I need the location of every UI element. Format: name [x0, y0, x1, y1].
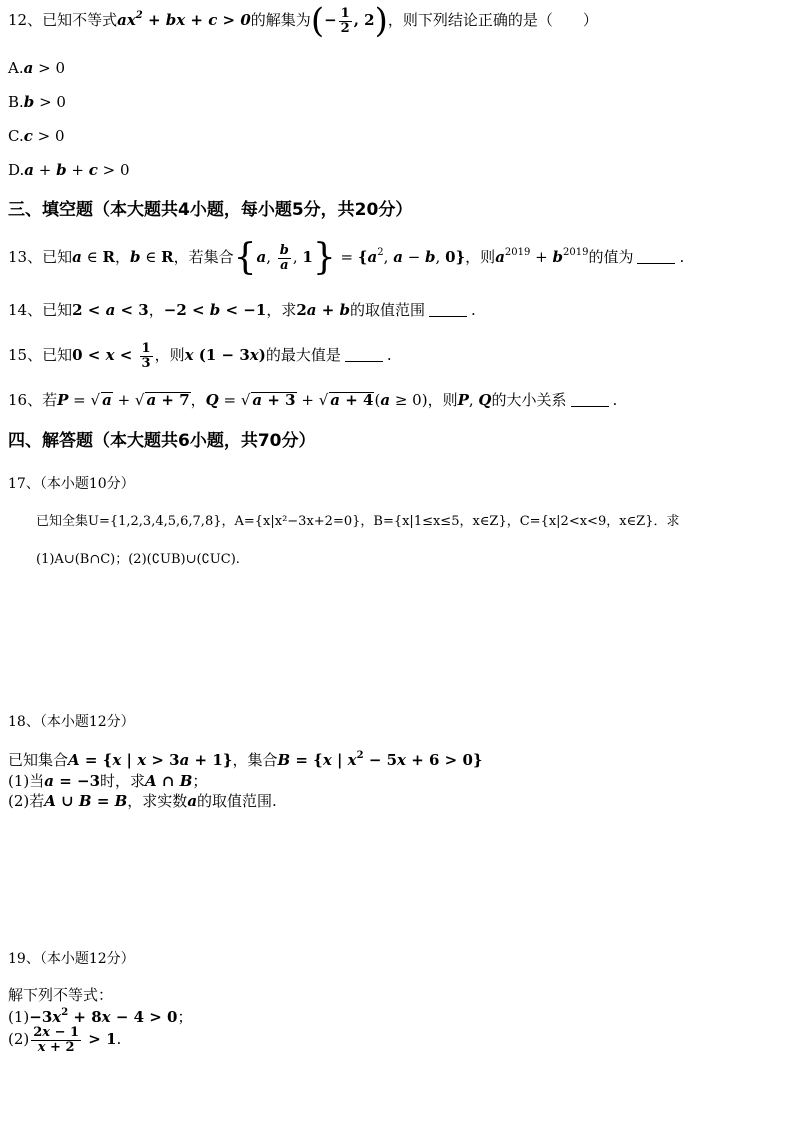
question-14: 14、已知2 < a < 3，−2 < b < −1，求2a + b的取值范围 . [8, 301, 476, 319]
question-19-intro: 解下列不等式： [8, 986, 114, 1004]
question-17-line2: (1)A∪(B∩C)；(2)(∁UB)∪(∁UC). [36, 552, 240, 567]
answer-blank[interactable] [429, 316, 467, 317]
question-19-header: 19、（本小题12分） [8, 951, 135, 967]
question-18-header: 18、（本小题12分） [8, 714, 135, 730]
question-17-header: 17、（本小题10分） [8, 476, 135, 492]
option-b[interactable]: B.b > 0 [8, 93, 66, 111]
math-fraction: $\frac{1}{2}$ [340, 5, 350, 36]
question-19-part2: (2) $\frac{2x - 1}{x + 2}$ > 1. [8, 1025, 122, 1055]
answer-blank[interactable] [571, 406, 609, 407]
question-16: 16、若P = √ a + √ a + 7，Q = √ a + 3 + √ a + 4(a ≥ 0)，则P, Q的大小关系 . [8, 391, 618, 409]
option-d[interactable]: D.a + b + c > 0 [8, 161, 130, 179]
question-18-part1: (1)当a = −3时，求A ∩ B； [8, 772, 208, 790]
section-title-fill-in: 三、填空题（本大题共4小题，每小题5分，共20分） [8, 200, 413, 220]
answer-blank[interactable] [345, 361, 383, 362]
option-c[interactable]: C.c > 0 [8, 127, 65, 145]
math-inequality: $ax^2$ + bx + c > 0 [117, 10, 251, 29]
question-18-part2: (2)若A ∪ B = B，求实数a的取值范围. [8, 792, 277, 810]
question-number: 12、 [8, 11, 43, 29]
question-18-body: 已知集合A = {x | x > 3a + 1}，集合B = {x | $x^2 - 5x + 6 > 0$} [8, 750, 483, 769]
section-title-solutions: 四、解答题（本大题共6小题，共70分） [8, 431, 316, 451]
question-19-part1: $(1)-3x^2 + 8x - 4 > 0$； [8, 1007, 193, 1026]
question-12: 12、已知不等式$ax^2$ + bx + c > 0的解集为(− $\frac{1}{2}$ , 2)，则下列结论正确的是（ ） [8, 1, 598, 41]
question-13: 13、已知a ∈ R，b ∈ R，若集合{a, $\frac{b}{a}$ , $1\} = \{a^2$, a − b, 0}，则$a^{2019} + b^{2019}$的值为 . [8, 237, 685, 278]
answer-blank[interactable] [637, 263, 675, 264]
question-17-line1: 已知全集U={1,2,3,4,5,6,7,8}，A={x|x²−3x+2=0}，B={x|1≤x≤5，x∈Z}，C={x|2<x<9，x∈Z}．求 [36, 514, 680, 529]
question-15: 15、已知0 < x < $\frac{1}{3}$ ，则x (1 − 3x)的最大值是 . [8, 341, 392, 371]
option-a[interactable]: A.a > 0 [8, 59, 65, 77]
